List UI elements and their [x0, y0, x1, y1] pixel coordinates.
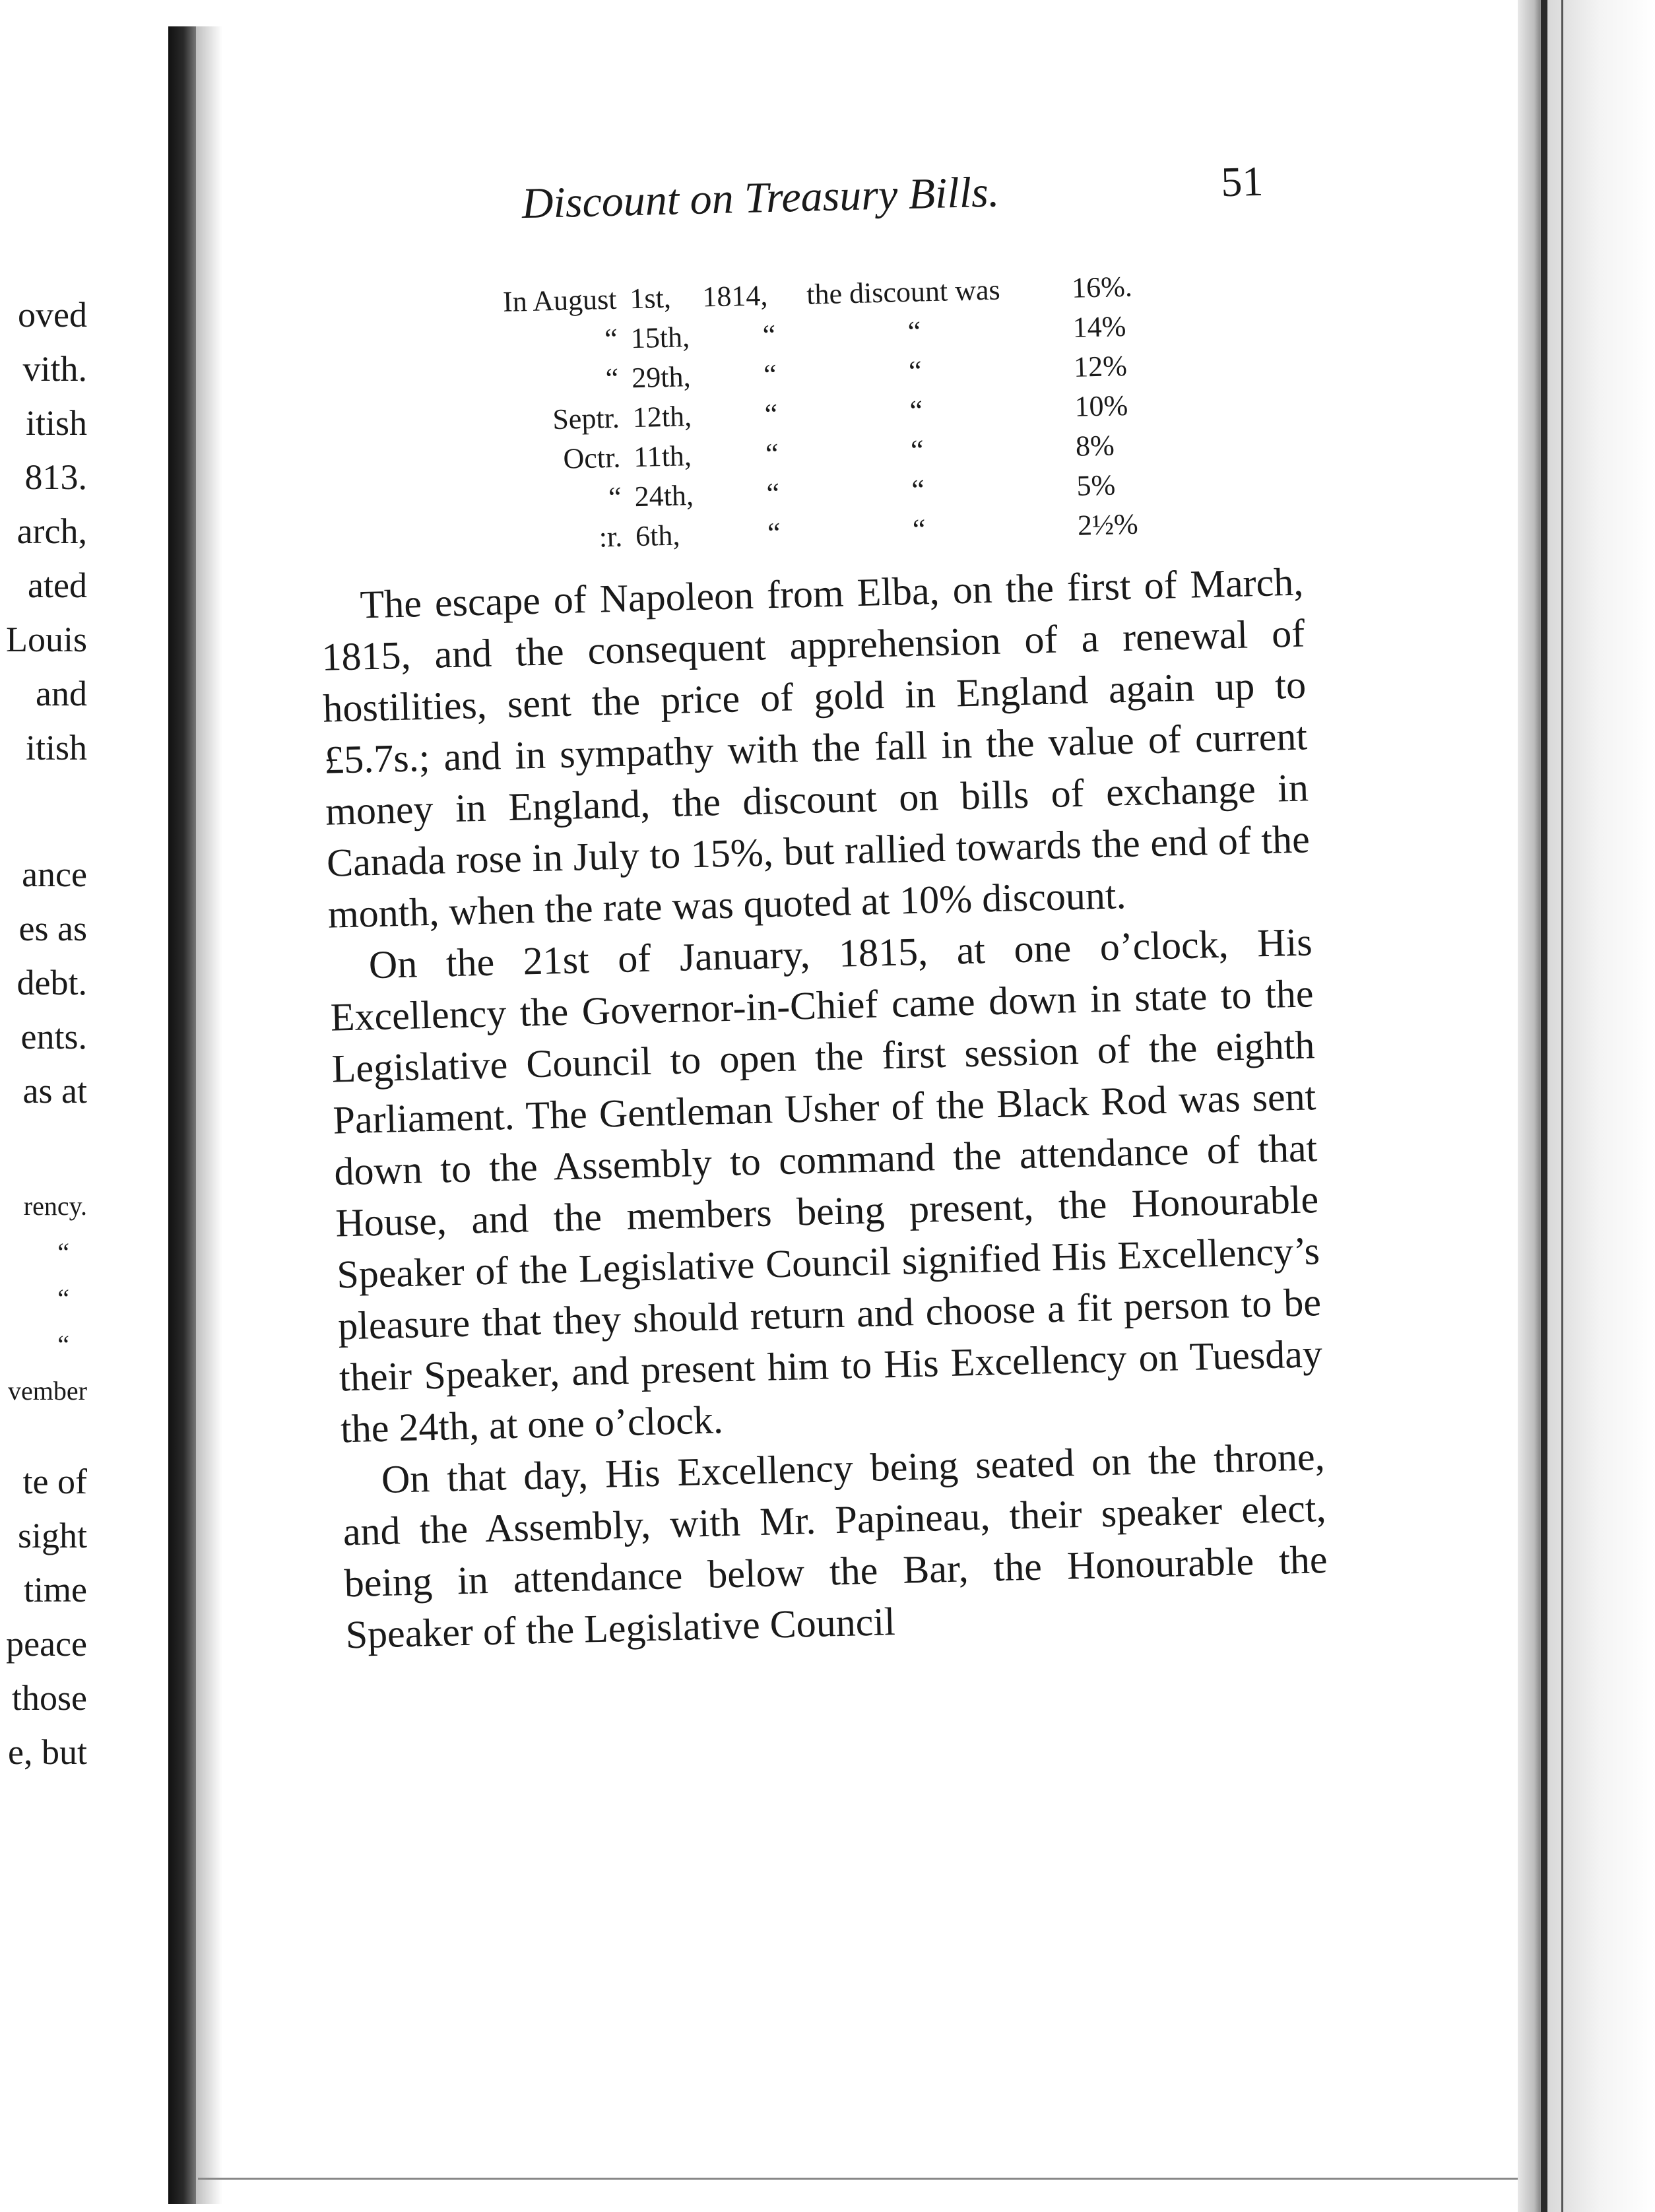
left-fragment: “ — [57, 1237, 69, 1267]
rate-row — [489, 469, 1116, 523]
left-fragment: vember — [8, 1376, 87, 1406]
rate-percent: 14% — [1072, 309, 1126, 344]
page-edge-line-thin — [1561, 0, 1563, 2212]
left-fragment: time — [24, 1570, 87, 1610]
rate-day: 24th, — [634, 478, 694, 513]
left-fragment: rency. — [23, 1191, 87, 1221]
rate-percent: 2½% — [1077, 507, 1139, 542]
rate-phrase: the discount was — [806, 273, 1001, 311]
ditto-mark: “ — [764, 397, 778, 431]
left-fragment: vith. — [22, 349, 87, 389]
rate-day: 11th, — [633, 439, 692, 474]
left-fragment: e, but — [8, 1732, 87, 1772]
ditto-mark: “ — [911, 473, 925, 506]
right-page — [284, 157, 1340, 1657]
rate-row — [490, 507, 1139, 563]
rate-day: 12th, — [632, 400, 692, 434]
left-fragment: ents. — [20, 1017, 87, 1057]
left-fragment: peace — [6, 1624, 87, 1664]
rate-year: 1814, — [701, 279, 768, 313]
paragraph: The escape of Napoleon from Elba, on the first of March, 1815, and the consequent apprehension of a renewal of hostilities, sent the price of gold in England again up to £5.7s.; and in sympathy with the fall in the value of current money in England, the discount on bills of exchange in Canada rose in July to 15%, but rallied towards the end of the month, when the rate was quoted at 10% discount. — [321, 560, 1311, 936]
rate-month: In August — [502, 282, 617, 318]
left-fragment: debt. — [16, 963, 87, 1002]
ditto-mark: “ — [762, 318, 776, 352]
left-fragment: itish — [25, 403, 87, 443]
ditto-mark: “ — [763, 358, 777, 391]
rate-row — [487, 389, 1128, 444]
rate-percent: 5% — [1076, 469, 1116, 502]
ditto-mark: “ — [766, 476, 780, 510]
rate-row — [486, 349, 1128, 405]
left-fragment: itish — [25, 728, 87, 767]
rate-row — [485, 309, 1126, 365]
rate-month: “ — [608, 480, 622, 514]
rate-month: :r. — [599, 520, 623, 554]
page-edge-line — [1541, 0, 1547, 2212]
rate-percent: 16%. — [1071, 270, 1133, 304]
left-fragment: te of — [22, 1462, 87, 1501]
body-text — [320, 556, 1330, 1660]
rate-percent: 8% — [1075, 429, 1115, 463]
book-gutter — [168, 26, 196, 2204]
left-fragment: “ — [57, 1330, 69, 1359]
running-header: Discount on Treasury Bills. — [521, 168, 1000, 228]
left-fragment: “ — [57, 1284, 69, 1313]
page-edge — [1518, 0, 1655, 2212]
rate-day: 15th, — [630, 321, 690, 355]
left-fragment: ance — [22, 855, 87, 894]
rate-day: 1st, — [629, 281, 672, 315]
rate-month: Octr. — [562, 441, 621, 475]
rate-month: Septr. — [552, 401, 620, 436]
left-fragment: sight — [17, 1516, 87, 1555]
rate-month: “ — [604, 322, 618, 356]
page-number: 51 — [1220, 157, 1264, 206]
left-fragment: ated — [28, 566, 87, 605]
ditto-mark: “ — [908, 354, 923, 387]
rate-row — [484, 270, 1133, 325]
left-fragment: and — [36, 674, 87, 713]
discount-rates-table — [484, 270, 1139, 563]
rate-percent: 12% — [1073, 349, 1128, 383]
rate-month: “ — [605, 362, 619, 395]
left-fragment: oved — [18, 295, 87, 335]
left-fragment: arch, — [16, 511, 87, 551]
left-fragment: Louis — [5, 620, 87, 659]
rate-day: 29th, — [631, 360, 692, 395]
left-fragment: as at — [22, 1071, 87, 1111]
paragraph: On the 21st of January, 1815, at one o’clock, His Excellency the Governor-in-Chief came down in state to the Legislative Council to open the first session of the eighth Parliament. The Gentleman Usher of the Black Rod was sent down to the Assembly to command the attendance of that House, and the members being present, the Honourable Speaker of the Legislative Council signified His Excellency’s pleasure that they should return and choose a fit person to be their Speaker, and present him to His Excellency on Tuesday the 24th, at one o’clock. — [330, 920, 1323, 1451]
ditto-mark: “ — [909, 394, 923, 427]
left-fragment: 813. — [24, 457, 87, 497]
page-bottom-edge — [198, 2178, 1518, 2180]
rate-row — [488, 429, 1115, 484]
ditto-mark: “ — [765, 437, 779, 471]
left-fragment: those — [12, 1678, 87, 1718]
paragraph: On that day, His Excellency being seated on the throne, and the Assembly, with Mr. Papineau, their speaker elect, being in attendance below the Bar, the Honourable the Speaker of the Legislative Council — [342, 1435, 1328, 1657]
ditto-mark: “ — [907, 315, 921, 348]
gutter-shadow — [196, 26, 222, 2204]
ditto-mark: “ — [910, 434, 925, 467]
rate-day: 6th, — [635, 519, 680, 553]
rate-percent: 10% — [1074, 389, 1128, 423]
ditto-mark: “ — [912, 513, 926, 546]
left-fragment: es as — [18, 909, 87, 948]
ditto-mark: “ — [767, 516, 781, 550]
